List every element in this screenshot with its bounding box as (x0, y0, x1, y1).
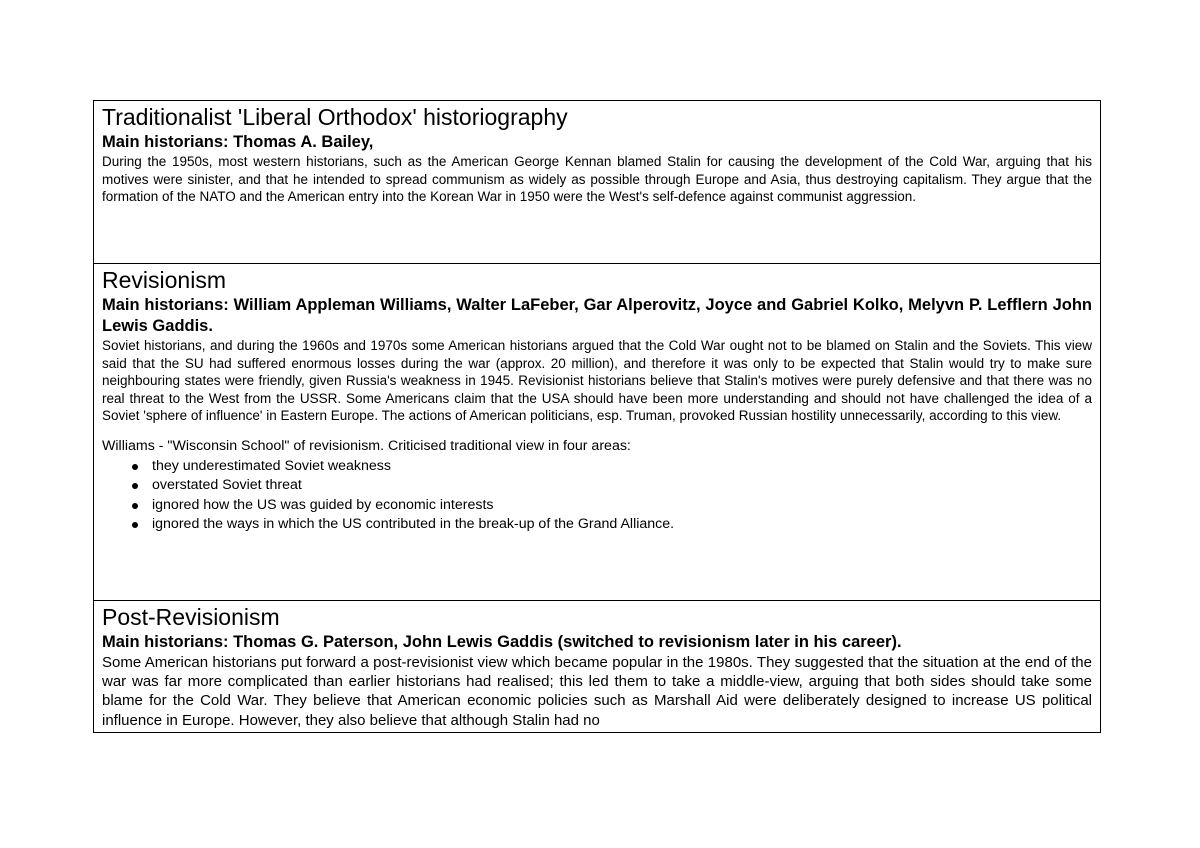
list-item (128, 476, 1092, 496)
bullet-icon (132, 464, 138, 470)
bullet-icon (132, 503, 138, 509)
list-item (128, 515, 1092, 535)
section-title: Traditionalist 'Liberal Orthodox' historiography (102, 104, 568, 130)
section-revisionism (94, 264, 1100, 601)
williams-intro: Williams - "Wisconsin School" of revisionism. Criticised traditional view in four areas: (102, 437, 631, 454)
section-traditionalist (94, 101, 1100, 264)
criticism-list (102, 457, 1092, 535)
section-title: Post-Revisionism (102, 604, 280, 630)
bullet-icon (132, 522, 138, 528)
main-historians: Main historians: Thomas G. Paterson, John Lewis Gaddis (switched to revisionism later in his career). (102, 633, 902, 651)
section-body: During the 1950s, most western historians, such as the American George Kennan blamed Stalin for causing the development of the Cold War, arguing that his motives were sinister, and that he intended to spread communism as widely as possible through Europe and Asia, thus destroying capitalism. They argue that the formation of the NATO and the American entry into the Korean War in 1950 were the West's self-defence against communist aggression. (102, 154, 1092, 205)
list-item (128, 457, 1092, 477)
section-title: Revisionism (102, 267, 226, 293)
section-body: Some American historians put forward a post-revisionist view which became popular in the 1980s. They suggested that the situation at the end of the war was far more complicated than earlier historians had realised; this led them to take a middle-view, arguing that both sides should take some blame for the Cold War. They believe that American economic policies such as Marshall Aid were deliberately designed to increase US political influence in Europe. However, they also believe that although Stalin had no (102, 654, 1092, 729)
main-historians: Main historians: Thomas A. Bailey, (102, 133, 374, 151)
section-body: Soviet historians, and during the 1960s and 1970s some American historians argued that the Cold War ought not to be blamed on Stalin and the Soviets. This view said that the SU had suffered enormous losses during the war (approx. 20 million), and therefore it was only to be expected that Stalin would try to make sure neighbouring states were friendly, given Russia's weakness in 1945. Revisionist historians believe that Stalin's motives were purely defensive and that there was no real threat to the West from the USSR. Some Americans claim that the USA should have been more understanding and should not have challenged the idea of a Soviet 'sphere of influence' in Eastern Europe. The actions of American politicians, esp. Truman, provoked Russian hostility unnecessarily, according to this view. (102, 338, 1092, 424)
main-historians: Main historians: William Appleman Williams, Walter LaFeber, Gar Alperovitz, Joyce and Gabriel Kolko, Melyvn P. Lefflern John Lewis Gaddis. (102, 296, 1092, 335)
list-item-text: ignored how the US was guided by economic interests (152, 496, 494, 513)
list-item-text: they underestimated Soviet weakness (152, 457, 391, 474)
bullet-icon (132, 483, 138, 489)
section-post-revisionism (94, 601, 1100, 733)
list-item (128, 496, 1092, 516)
list-item-text: ignored the ways in which the US contributed in the break-up of the Grand Alliance. (152, 516, 675, 533)
list-item-text: overstated Soviet threat (152, 477, 302, 494)
historiography-table (93, 100, 1101, 733)
